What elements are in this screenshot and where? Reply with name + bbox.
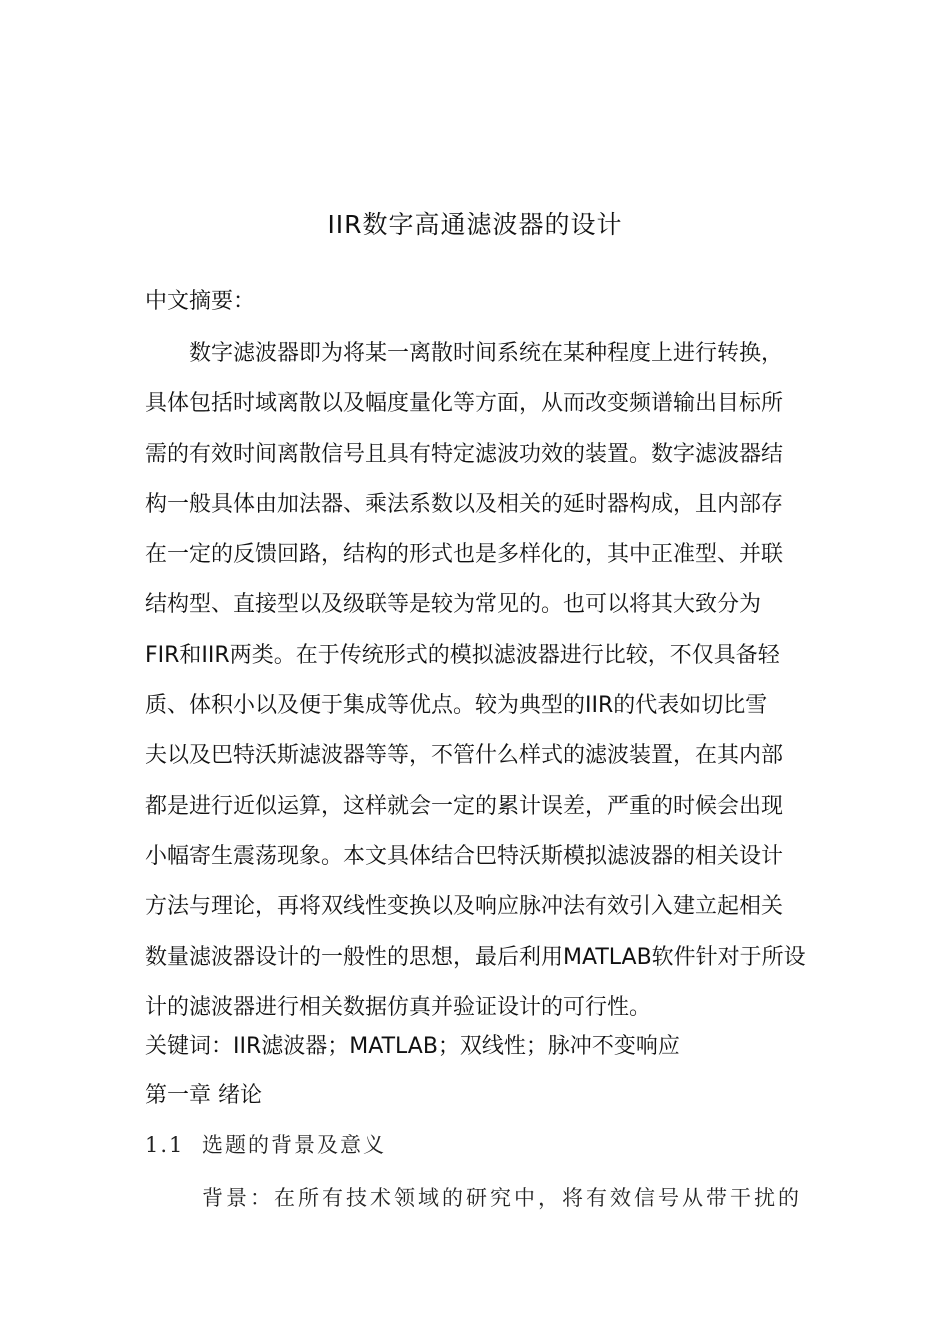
section-heading [145,1125,386,1165]
abstract-line: 具体包括时域离散以及幅度量化等方面，从而改变频谱输出目标所 [145,391,784,417]
abstract-line: 结构型、直接型以及级联等是较为常见的。也可以将其大致分为 [145,592,762,618]
abstract-line: 质、体积小以及便于集成等优点。较为典型的IIR的代表如切比雪 [145,693,768,719]
abstract-line: 在一定的反馈回路，结构的形式也是多样化的，其中正准型、并联 [145,542,784,568]
abstract-line: 数量滤波器设计的一般性的思想，最后利用MATLAB软件针对于所设 [145,944,806,970]
abstract-body [145,329,825,1033]
document-title: IIR数字高通滤波器的设计 [327,210,623,239]
section-number: 1.1 [145,1133,185,1157]
abstract-line: 夫以及巴特沃斯滤波器等等，不管什么样式的滤波装置，在其内部 [145,743,784,769]
section-title: 选题的背景及意义 [202,1133,386,1157]
abstract-line: 计的滤波器进行相关数据仿真并验证设计的可行性。 [145,994,652,1020]
chapter-heading: 第一章 绪论 [145,1083,262,1108]
keywords-line: 关键词：IIR滤波器；MATLAB；双线性；脉冲不变响应 [145,1034,680,1059]
body-paragraph: 背景：在所有技术领域的研究中，将有效信号从带干扰的 [202,1186,802,1210]
abstract-line: 数字滤波器即为将某一离散时间系统在某种程度上进行转换， [189,341,784,366]
abstract-line: 方法与理论，再将双线性变换以及响应脉冲法有效引入建立起相关 [145,894,784,920]
abstract-line: 构一般具体由加法器、乘法系数以及相关的延时器构成，且内部存 [145,491,784,517]
abstract-line: 小幅寄生震荡现象。本文具体结合巴特沃斯模拟滤波器的相关设计 [145,843,784,869]
abstract-label: 中文摘要： [145,289,256,314]
abstract-line: 都是进行近似运算，这样就会一定的累计误差，严重的时候会出现 [145,793,784,819]
abstract-line: FIR和IIR两类。在于传统形式的模拟滤波器进行比较，不仅具备轻 [145,642,780,668]
abstract-line: 需的有效时间离散信号且具有特定滤波功效的装置。数字滤波器结 [145,441,784,467]
